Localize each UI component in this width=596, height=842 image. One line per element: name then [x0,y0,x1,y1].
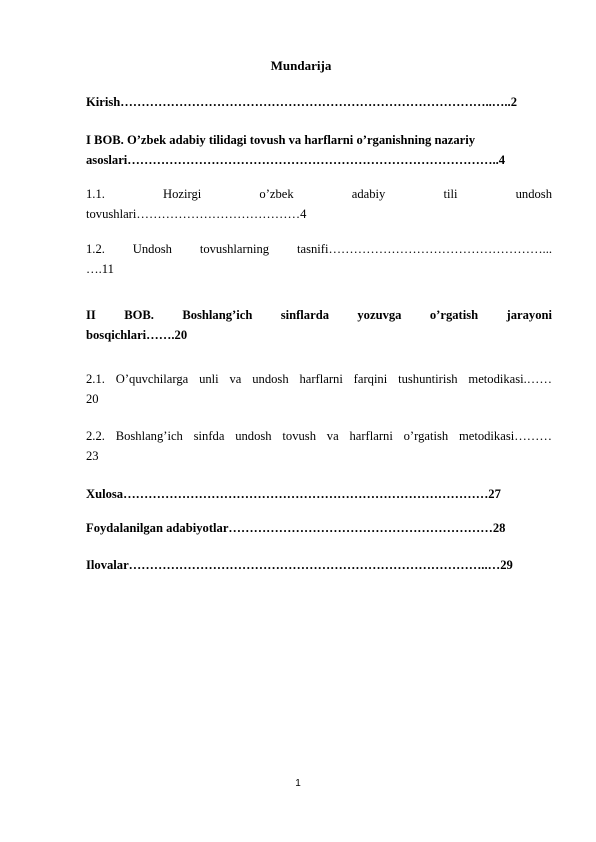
toc-entry-1-1 [86,184,552,224]
toc-entry-2-2 [86,426,552,466]
document-title: Mundarija [270,58,332,73]
toc-line: tovushlari…………………………………4 [86,207,307,221]
toc-line: I BOB. O’zbek adabiy tilidagi tovush va harflarni o’rganishning nazariy [86,133,476,147]
toc-line: asoslari……………………………………………………………………………..4 [86,153,506,167]
page-number: 1 [295,778,301,789]
toc-line: Foydalanilgan adabiyotlar………………………………………………………28 [86,521,506,535]
toc-entry-kirish [86,92,552,112]
toc-entry-1-2 [86,239,552,279]
toc-line: Ilovalar…………………………………………………………………………..…29 [86,558,513,572]
toc-line: Kirish……………………………………………………………………………..…..2 [86,95,517,109]
toc-entry-xulosa [86,484,552,504]
toc-entry-chapter-2 [86,305,552,345]
toc-line: 1.2. Undosh tovushlarning tasnifi……………………………………………... [86,242,552,256]
toc-line: 2.1. O’quvchilarga unli va undosh harflarni farqini tushuntirish metodikasi.…… [86,372,552,386]
toc-line: 2.2. Boshlang’ich sinfda undosh tovush va harflarni o’rgatish metodikasi……… [86,429,552,443]
toc-entry-ilovalar [86,555,552,575]
toc-entry-chapter-1 [86,130,552,170]
toc-line: ….11 [86,262,114,276]
toc-line: 20 [86,392,99,406]
toc-entry-2-1 [86,369,552,409]
toc-line: bosqichlari…….20 [86,328,188,342]
toc-line: 1.1. Hozirgi o’zbek adabiy tili undosh [86,187,552,201]
toc-line: II BOB. Boshlang’ich sinflarda yozuvga o’rgatish jarayoni [86,308,552,322]
toc-line: 23 [86,449,99,463]
toc-entry-adabiyotlar [86,518,552,538]
toc-line: Xulosa……………………………………………………………………………27 [86,487,501,501]
